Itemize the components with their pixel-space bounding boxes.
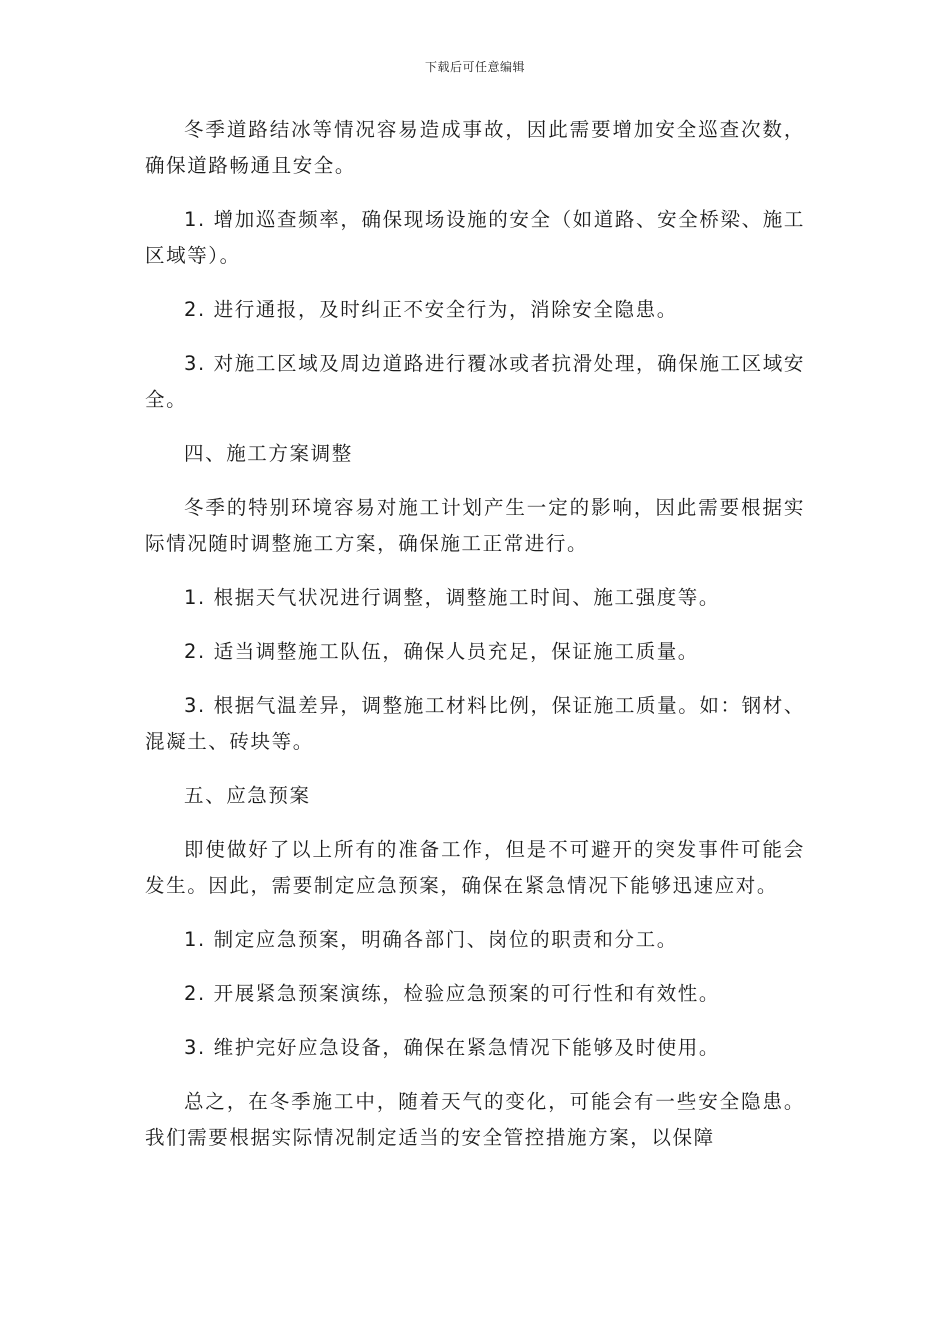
paragraph-emergency-item-1: 1. 制定应急预案，明确各部门、岗位的职责和分工。: [184, 928, 678, 951]
document-body: [145, 112, 805, 1174]
paragraph-emergency-intro: 即使做好了以上所有的准备工作，但是不可避开的突发事件可能会发生。因此，需要制定应急预案，确保在紧急情况下能够迅速应对。: [145, 838, 805, 897]
paragraph-emergency-item-3: 3. 维护完好应急设备，确保在紧急情况下能够及时使用。: [184, 1036, 721, 1059]
paragraph-plan-adjustment-intro: 冬季的特别环境容易对施工计划产生一定的影响，因此需要根据实际情况随时调整施工方案，确保施工正常进行。: [145, 496, 805, 555]
paragraph-adjust-item-3: 3. 根据气温差异，调整施工材料比例，保证施工质量。如：钢材、混凝土、砖块等。: [145, 694, 805, 753]
section-heading-4: 四、施工方案调整: [184, 442, 353, 465]
paragraph-conclusion: 总之，在冬季施工中，随着天气的变化，可能会有一些安全隐患。我们需要根据实际情况制定适当的安全管控措施方案，以保障: [145, 1090, 805, 1149]
paragraph-adjust-item-1: 1. 根据天气状况进行调整，调整施工时间、施工强度等。: [184, 586, 721, 609]
paragraph-winter-road-patrol: 冬季道路结冰等情况容易造成事故，因此需要增加安全巡查次数，确保道路畅通且安全。: [145, 118, 805, 177]
paragraph-patrol-item-2: 2. 进行通报，及时纠正不安全行为，消除安全隐患。: [184, 298, 678, 321]
section-heading-5: 五、应急预案: [184, 784, 311, 807]
paragraph-patrol-item-1: 1. 增加巡查频率，确保现场设施的安全（如道路、安全桥梁、施工区域等）。: [145, 208, 805, 267]
header-note: 下载后可任意编辑: [424, 60, 525, 74]
paragraph-patrol-item-3: 3. 对施工区域及周边道路进行覆冰或者抗滑处理，确保施工区域安全。: [145, 352, 805, 411]
paragraph-adjust-item-2: 2. 适当调整施工队伍，确保人员充足，保证施工质量。: [184, 640, 699, 663]
paragraph-emergency-item-2: 2. 开展紧急预案演练，检验应急预案的可行性和有效性。: [184, 982, 721, 1005]
